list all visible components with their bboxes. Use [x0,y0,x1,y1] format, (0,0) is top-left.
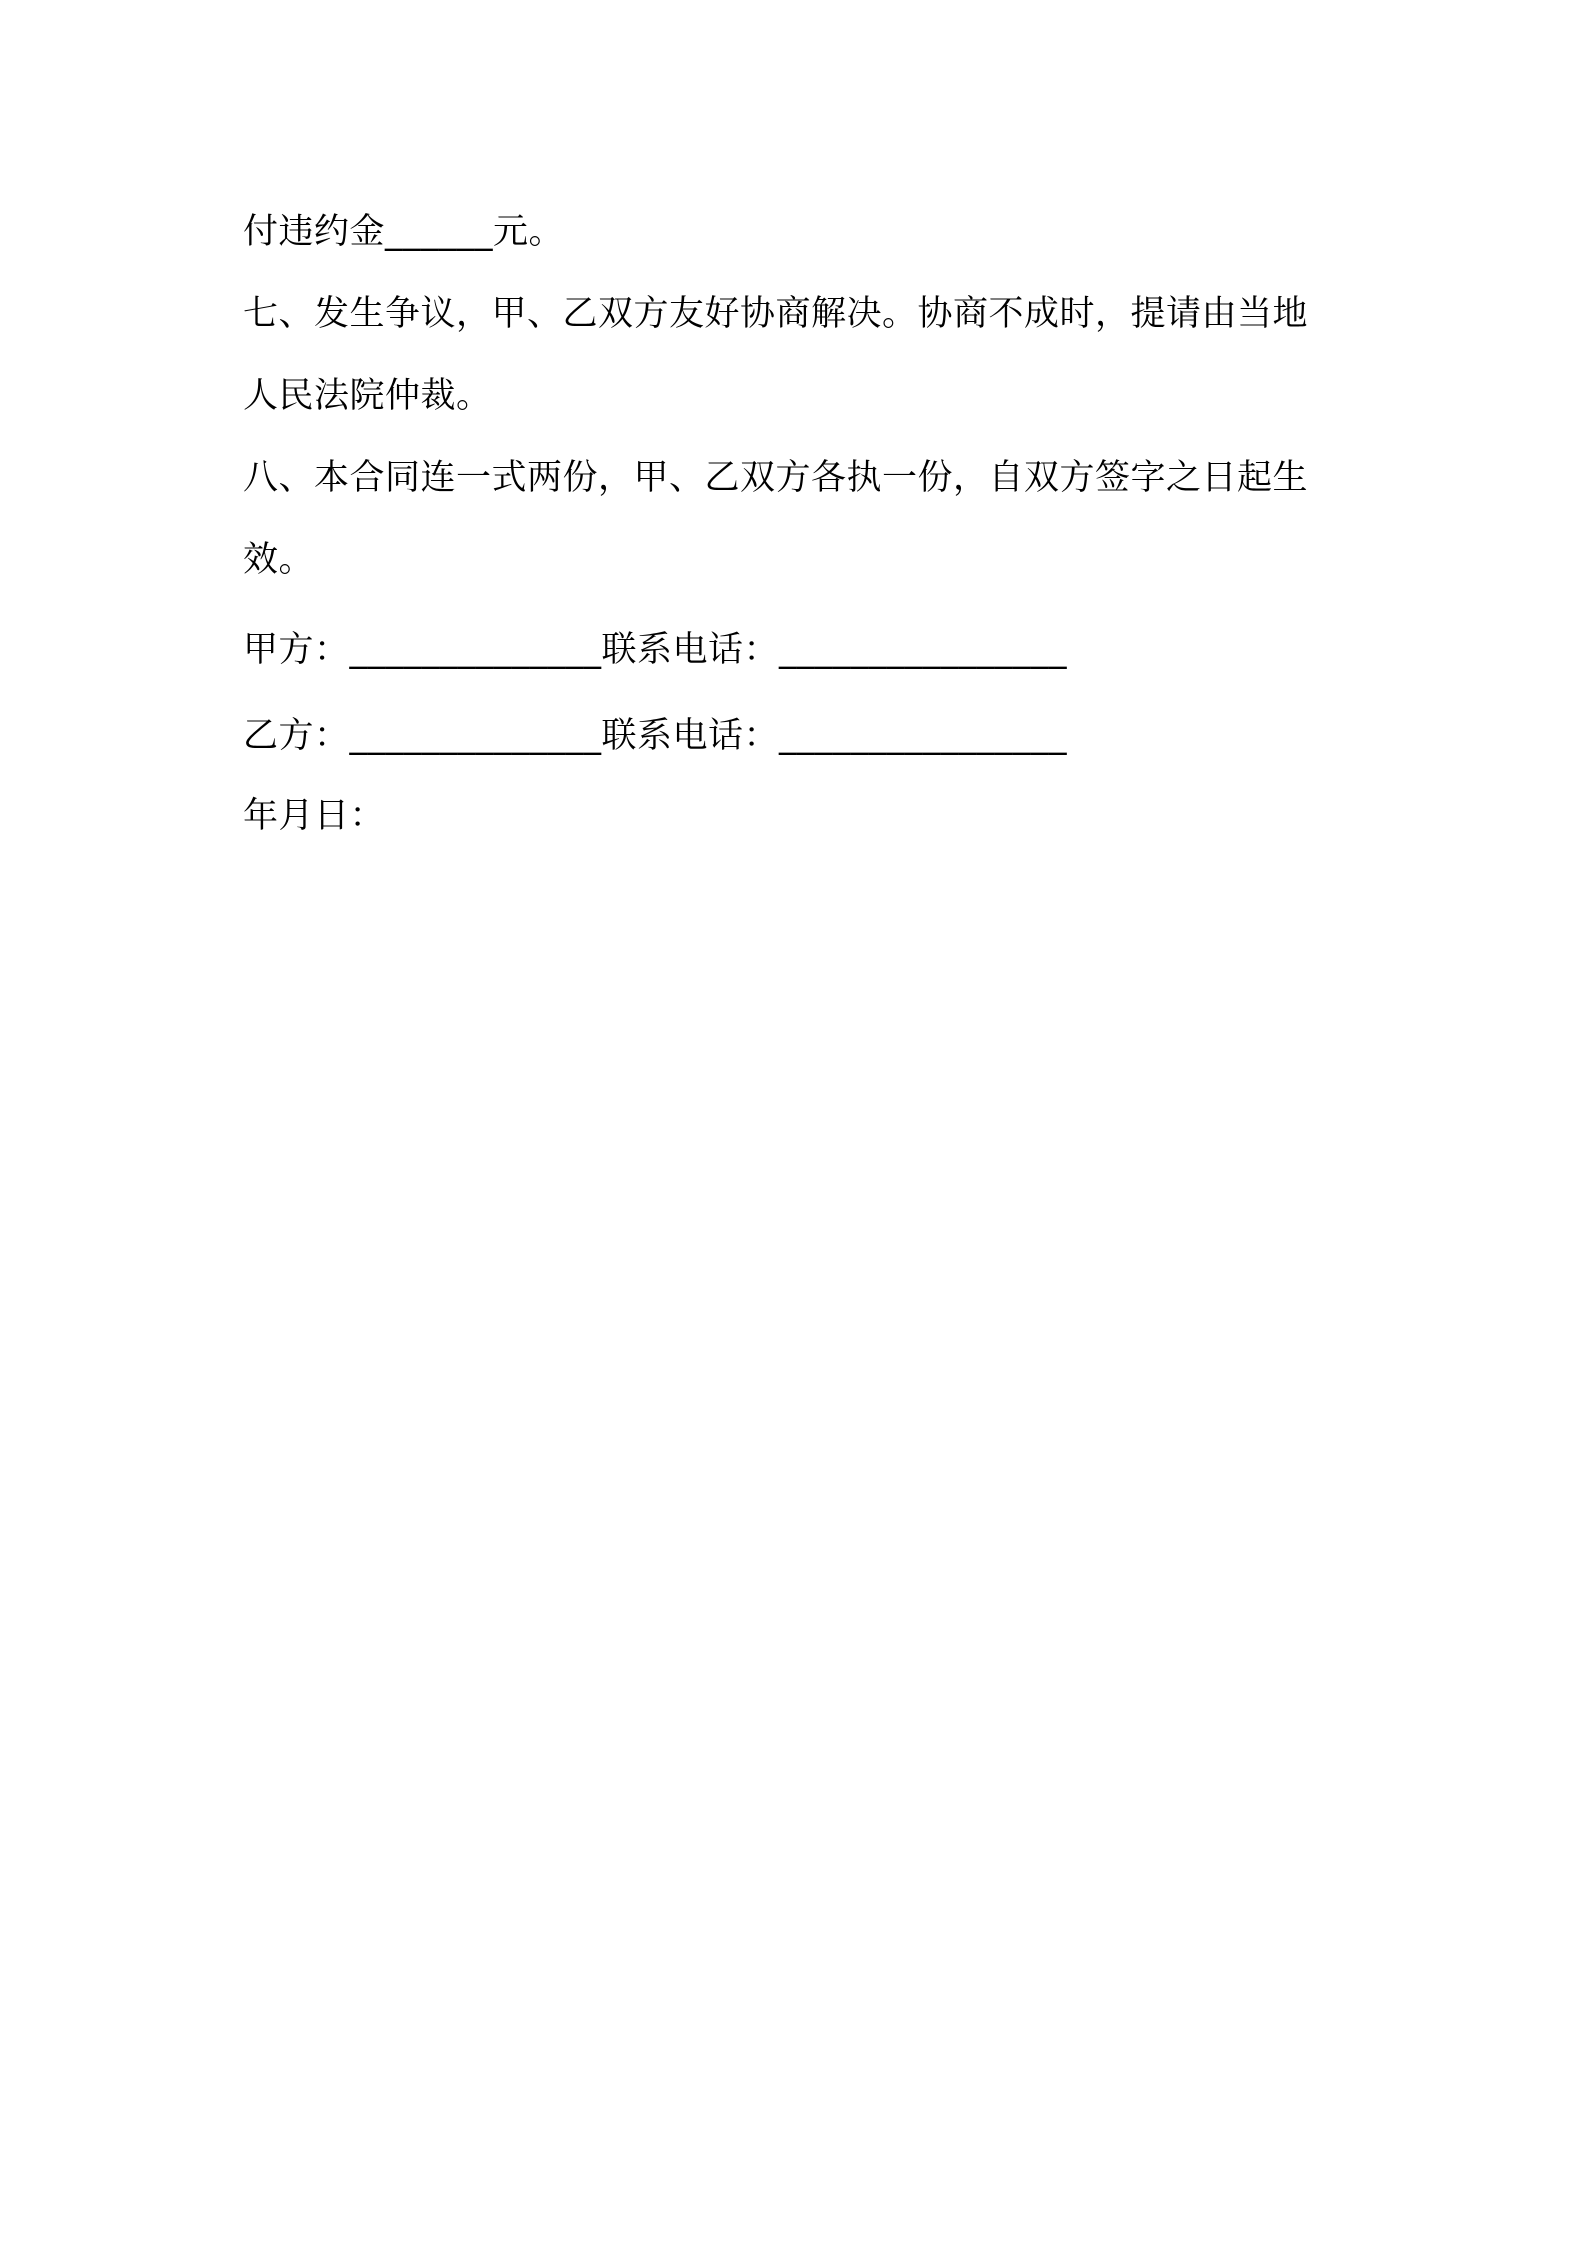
clause-eight-line-1: 八、本合同连一式两份，甲、乙双方各执一份，自双方签字之日起生 [243,458,1309,498]
party-b-signature-line: 乙方：______________联系电话：________________ [243,716,1068,756]
clause-eight-line-2: 效。 [243,540,315,580]
party-a-signature-line: 甲方：______________联系电话：________________ [243,630,1068,670]
clause-seven-line-2: 人民法院仲裁。 [243,376,492,416]
date-line: 年月日： [243,796,386,836]
clause-seven-line-1: 七、发生争议，甲、乙双方友好协商解决。协商不成时，提请由当地 [243,294,1309,334]
penalty-amount-line: 付违约金______元。 [243,212,565,252]
